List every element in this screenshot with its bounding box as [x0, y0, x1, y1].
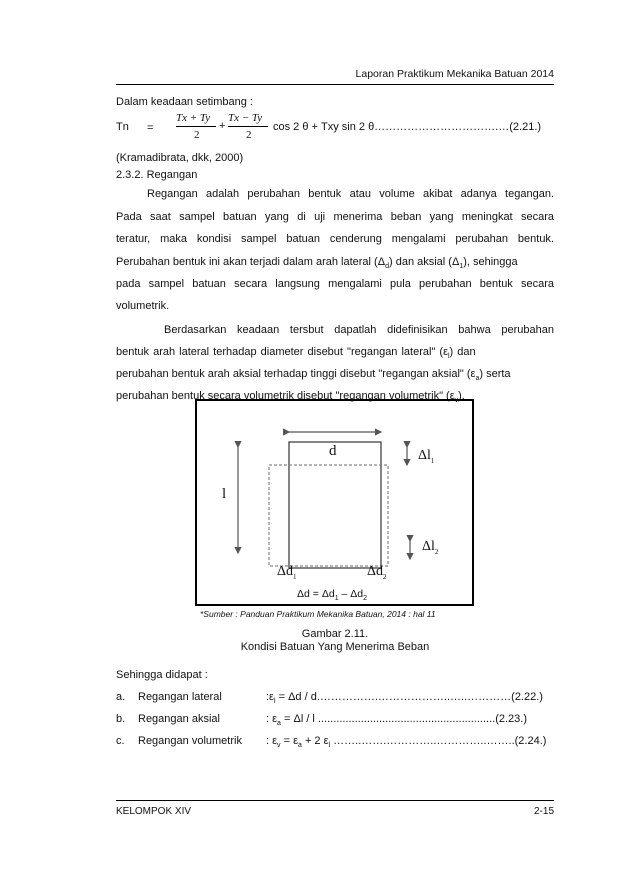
para1-line6: volumetrik.: [116, 300, 170, 312]
para1-line3: teratur, maka kondisi sampel batuan cenderung mengalami perubahan bentuk.: [116, 233, 554, 245]
header-rule: [116, 84, 554, 85]
para1-line5: pada sampel batuan secara langsung mengalami pula perubahan bentuk secara: [116, 278, 554, 290]
strain-diagram: [197, 401, 472, 604]
deformed-sample: [269, 465, 388, 566]
label-delta-d2: $\Delta d_2$: [367, 564, 387, 581]
label-delta-l1: $\Delta l_1$: [418, 448, 435, 465]
para2-line1: Berdasarkan keadaan tersbut dapatlah didefinisikan bahwa perubahan: [164, 324, 554, 336]
figure-formula: $\Delta d = \Delta d_1 - \Delta d_2$: [297, 588, 368, 603]
para1-line1: Regangan adalah perubahan bentuk atau volume akibat adanya tegangan.: [147, 188, 554, 200]
original-sample: [289, 442, 381, 568]
frac2-denominator: 2: [246, 129, 252, 141]
running-header: Laporan Praktikum Mekanika Batuan 2014: [355, 68, 554, 80]
section-heading: 2.3.2. Regangan: [116, 169, 198, 181]
page-number: 2-15: [533, 806, 554, 817]
figure-title: Kondisi Batuan Yang Menerima Beban: [240, 641, 430, 653]
list-name-b: Regangan aksial: [138, 713, 220, 725]
list-marker-c: c.: [116, 735, 125, 747]
figure-frame: [195, 399, 474, 606]
label-l: l: [222, 486, 227, 502]
list-marker-a: a.: [116, 691, 126, 703]
label-delta-l2: $\Delta l_2$: [422, 539, 439, 556]
para2-line4: perubahan bentuk secara volumetrik disebut "regangan volumetrik" $(\varepsilon_v)$.: [116, 390, 465, 405]
footer-rule: [116, 800, 554, 801]
frac2-bar: [228, 126, 268, 127]
list-formula-a: $:\varepsilon_l = \Delta d$ / d.…………….………………..…..…………(2.22.): [266, 691, 543, 706]
frac2-numerator: Tx − Ty: [228, 112, 263, 124]
label-d: d: [329, 443, 337, 459]
para2-line2: bentuk arah lateral terhadap diameter disebut "regangan lateral" $(\varepsilon_l)$ dan: [116, 346, 476, 361]
citation: (Kramadibrata, dkk, 2000): [116, 152, 244, 164]
list-name-a: Regangan lateral: [138, 691, 222, 703]
eq-equals: =: [147, 122, 154, 134]
list-formula-b: : $\varepsilon_a = \Delta l / l$ ..........................................................(2.23.): [266, 713, 527, 728]
eq-lhs: Tn: [116, 121, 129, 133]
list-marker-b: b.: [116, 713, 126, 725]
list-formula-c: : $\varepsilon_v = \varepsilon_a + 2$ $\varepsilon_l$ ……..…….…………..…………..……..(2.24.): [266, 735, 547, 750]
list-name-c: Regangan volumetrik: [138, 735, 242, 747]
intro-text: Dalam keadaan setimbang :: [116, 96, 253, 108]
para2-line3: perubahan bentuk arah aksial terhadap tinggi disebut "regangan aksial" $(\varepsilon_a)$ serta: [116, 368, 511, 383]
sehingga-text: Sehingga didapat :: [116, 669, 208, 681]
figure-number: Gambar 2.11.: [301, 628, 369, 640]
eq-rest: cos 2 θ + Txy sin 2 θ…………………………….…(2.21.): [273, 121, 542, 133]
figure-source: *Sumber : Panduan Praktikum Mekanika Batuan, 2014 : hal 11: [200, 609, 436, 619]
footer-group: KELOMPOK XIV: [116, 806, 192, 817]
frac1-denominator: 2: [194, 129, 200, 141]
para1-line4: Perubahan bentuk ini akan terjadi dalam arah lateral $(\Delta_d)$ dan aksial $(\Delta_1)$, sehingga: [116, 256, 518, 271]
frac1-bar: [176, 126, 216, 127]
eq-plus: +: [219, 120, 226, 132]
frac1-numerator: Tx + Ty: [176, 112, 211, 124]
label-delta-d1: $\Delta d_1$: [277, 564, 297, 581]
para1-line2: Pada saat sampel batuan yang di uji menerima beban yang meningkat secara: [116, 211, 554, 223]
